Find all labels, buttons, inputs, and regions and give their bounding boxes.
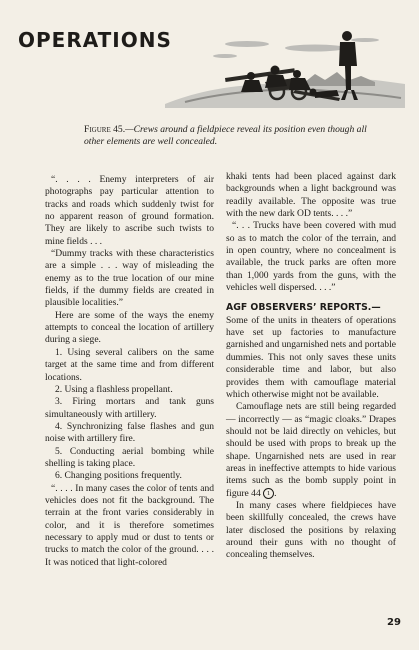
list-item: 6. Changing positions frequently. — [55, 470, 182, 482]
paragraph-end: . — [274, 487, 277, 499]
text-column-right — [226, 171, 396, 562]
list-item: 3. Firing mortars and tank guns simultaneously with artillery. — [45, 396, 214, 420]
paragraph: “. . . Trucks have been covered with mud so as to match the color of the terrain, and in open country, where no concealment is available, the truck parks are often more than 1,000 yards from the guns, with the vehicles well dispersed. . . .” — [226, 220, 396, 294]
paragraph: Here are some of the ways the enemy attempts to conceal the location of artillery during a siege. — [45, 309, 214, 346]
figure-caption — [84, 124, 384, 148]
paragraph: “. . . . Enemy interpreters of air photographs pay particular attention to tracks and roads which suddenly twist for no apparent reason of ground formation. They are likely to ascribe such twists to mine fields . . . — [45, 174, 214, 247]
page-number: 29 — [387, 617, 401, 628]
section-title: OPERATIONS — [18, 28, 172, 52]
paragraph: Some of the units in theaters of operations have set up factories to manufacture garnished and ungarnished nets and portable dummies. This not only saves these units considerable time and labor, but also provides them with camouflage material which otherwise might not be available. — [226, 314, 396, 400]
paragraph: “Dummy tracks with these characteristics are a simple . . . way of misleading the enemy as to the true location of our mine fields, if the dummy fields are created in plausible localities.” — [45, 248, 214, 309]
paragraph — [226, 401, 396, 500]
list-item: 5. Conducting aerial bombing while shelling is taking place. — [45, 445, 214, 469]
list-item: 1. Using several calibers on the same target at the same time and from different locations. — [45, 346, 214, 383]
section-heading-paragraph — [226, 302, 396, 314]
paragraph: In many cases where fieldpieces have been skillfully concealed, the crews have later disclosed the positions by relaxing around their guns with no thought of concealing themselves. — [226, 499, 396, 561]
paragraph: “. . . . In many cases the color of tents and vehicles does not fit the background. The terrain at the front varies considerably in color, and it is therefore sometimes necessary to apply mud or dust to tents or trucks to match the color of the ground. . . . It was noticed that light-colored — [45, 482, 214, 568]
subheading: AGF OBSERVERS’ REPORTS.— — [226, 302, 381, 314]
list-item: 2. Using a flashless propellant. — [55, 383, 173, 395]
figure-caption-text: —Crews around a fieldpiece reveal its position even though all other elements are well concealed. — [84, 124, 367, 147]
paragraph: khaki tents had been placed against dark backgrounds when a light background was readily available. The opposite was true with the new dark OD tents. . . .” — [226, 171, 396, 220]
illustration-gun-crew — [165, 26, 405, 108]
figure-reference-marker: 1 — [263, 488, 274, 499]
list-item: 4. Synchronizing false flashes and gun noise with artillery fire. — [45, 420, 214, 445]
figure-label: Figure 45. — [84, 124, 126, 135]
paragraph-text: Camouflage nets are still being regarded — incorrectly — as “magic cloaks.” Drapes should not be laid directly on vehicles, but should be used with props to break up the shape. Ungarnished nets are used in rear areas in ineffective attempts to hide various items such as the bomb supply point in figure 44 — [226, 401, 396, 499]
text-column-left — [45, 174, 214, 569]
